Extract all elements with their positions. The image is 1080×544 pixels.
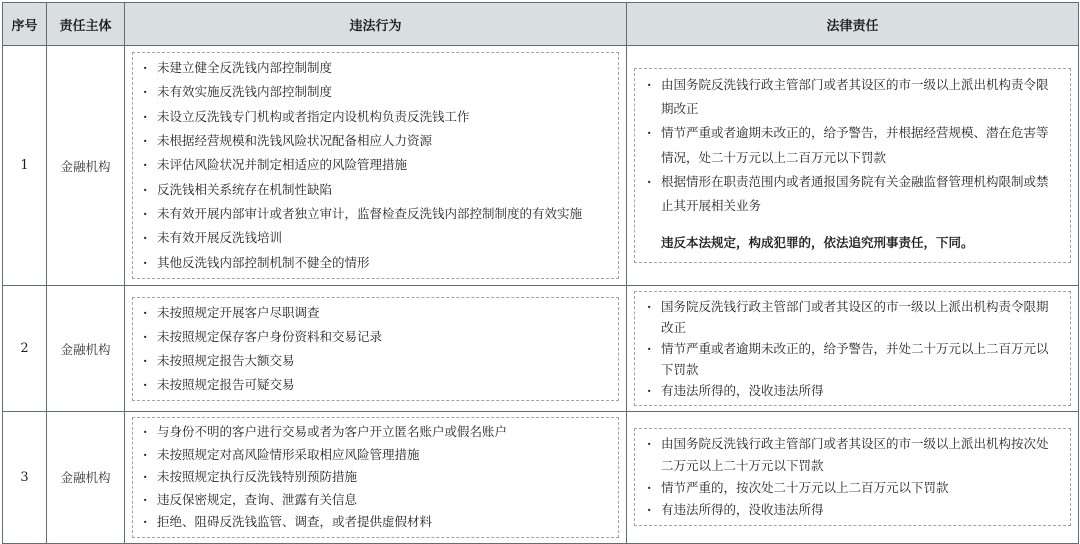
liability-list [645,433,1060,521]
row-subject: 金融机构 [47,412,125,544]
list-item: · 有违法所得的，没收违法所得 [645,499,1060,521]
table-row [3,286,1079,412]
list-item: · 与身份不明的客户进行交易或者为客户开立匿名账户或假名账户 [141,421,610,444]
header-index: 序号 [3,3,47,46]
list-item: · 国务院反洗钱行政主管部门或者其设区的市一级以上派出机构责令限期改正 [645,296,1060,338]
criminal-liability-note: 违反本法规定，构成犯罪的，依法追究刑事责任，下同。 [661,235,974,251]
violation-box [132,297,619,401]
row-index: 3 [3,412,47,544]
list-item: · 未按照规定报告大额交易 [141,349,610,373]
header-violation: 违法行为 [125,3,627,46]
violation-box [132,417,619,538]
violation-cell [125,286,627,412]
list-item: · 未按照规定开展客户尽职调查 [141,301,610,325]
list-item: · 有违法所得的，没收违法所得 [645,380,1060,401]
row-subject: 金融机构 [47,46,125,286]
row-index: 1 [3,46,47,286]
list-item: · 未按照规定报告可疑交易 [141,373,610,397]
list-item: · 未按照规定执行反洗钱特别预防措施 [141,466,610,489]
table-row [3,412,1079,544]
list-item: · 未按照规定保存客户身份资料和交易记录 [141,325,610,349]
violation-box [132,52,619,279]
list-item: · 未有效实施反洗钱内部控制制度 [141,80,610,104]
violation-list [141,301,610,397]
list-item: · 未建立健全反洗钱内部控制制度 [141,56,610,80]
violation-cell [125,46,627,286]
anti-money-laundering-liability-table [2,2,1079,544]
list-item: · 情节严重或者逾期未改正的，给予警告，并处二十万元以上二百万元以下罚款 [645,338,1060,380]
table-row [3,46,1079,286]
liability-box [634,68,1071,264]
list-item: · 其他反洗钱内部控制机制不健全的情形 [141,251,610,275]
list-item: · 未有效开展内部审计或者独立审计，监督检查反洗钱内部控制制度的有效实施 [141,202,610,226]
list-item: · 根据情形在职责范围内或者通报国务院有关金融监督管理机构限制或禁止其开展相关业务 [645,170,1060,219]
liability-cell [627,46,1079,286]
row-subject: 金融机构 [47,286,125,412]
list-item: · 反洗钱相关系统存在机制性缺陷 [141,178,610,202]
violation-cell [125,412,627,544]
list-item: · 未评估风险状况并制定相适应的风险管理措施 [141,153,610,177]
list-item: · 由国务院反洗钱行政主管部门或者其设区的市一级以上派出机构按次处二万元以上二十万元以下罚款 [645,433,1060,477]
liability-table-sheet [2,2,1078,530]
liability-list [645,73,1060,219]
list-item: · 违反保密规定，查询、泄露有关信息 [141,489,610,512]
liability-list [645,296,1060,401]
liability-cell [627,286,1079,412]
violation-list [141,421,610,534]
liability-box [634,428,1071,526]
liability-cell [627,412,1079,544]
list-item: · 未按照规定对高风险情形采取相应风险管理措施 [141,444,610,467]
list-item: · 由国务院反洗钱行政主管部门或者其设区的市一级以上派出机构责令限期改正 [645,73,1060,122]
header-subject: 责任主体 [47,3,125,46]
header-liability: 法律责任 [627,3,1079,46]
list-item: · 未设立反洗钱专门机构或者指定内设机构负责反洗钱工作 [141,105,610,129]
list-item: · 情节严重的，按次处二十万元以上二百万元以下罚款 [645,477,1060,499]
list-item: · 拒绝、阻碍反洗钱监管、调查，或者提供虚假材料 [141,511,610,534]
list-item: · 情节严重或者逾期未改正的，给予警告，并根据经营规模、潜在危害等情况，处二十万元以上二百万元以下罚款 [645,121,1060,170]
list-item: · 未根据经营规模和洗钱风险状况配备相应人力资源 [141,129,610,153]
header-row [3,3,1079,46]
violation-list [141,56,610,275]
list-item: · 未有效开展反洗钱培训 [141,226,610,250]
row-index: 2 [3,286,47,412]
liability-box [634,291,1071,406]
